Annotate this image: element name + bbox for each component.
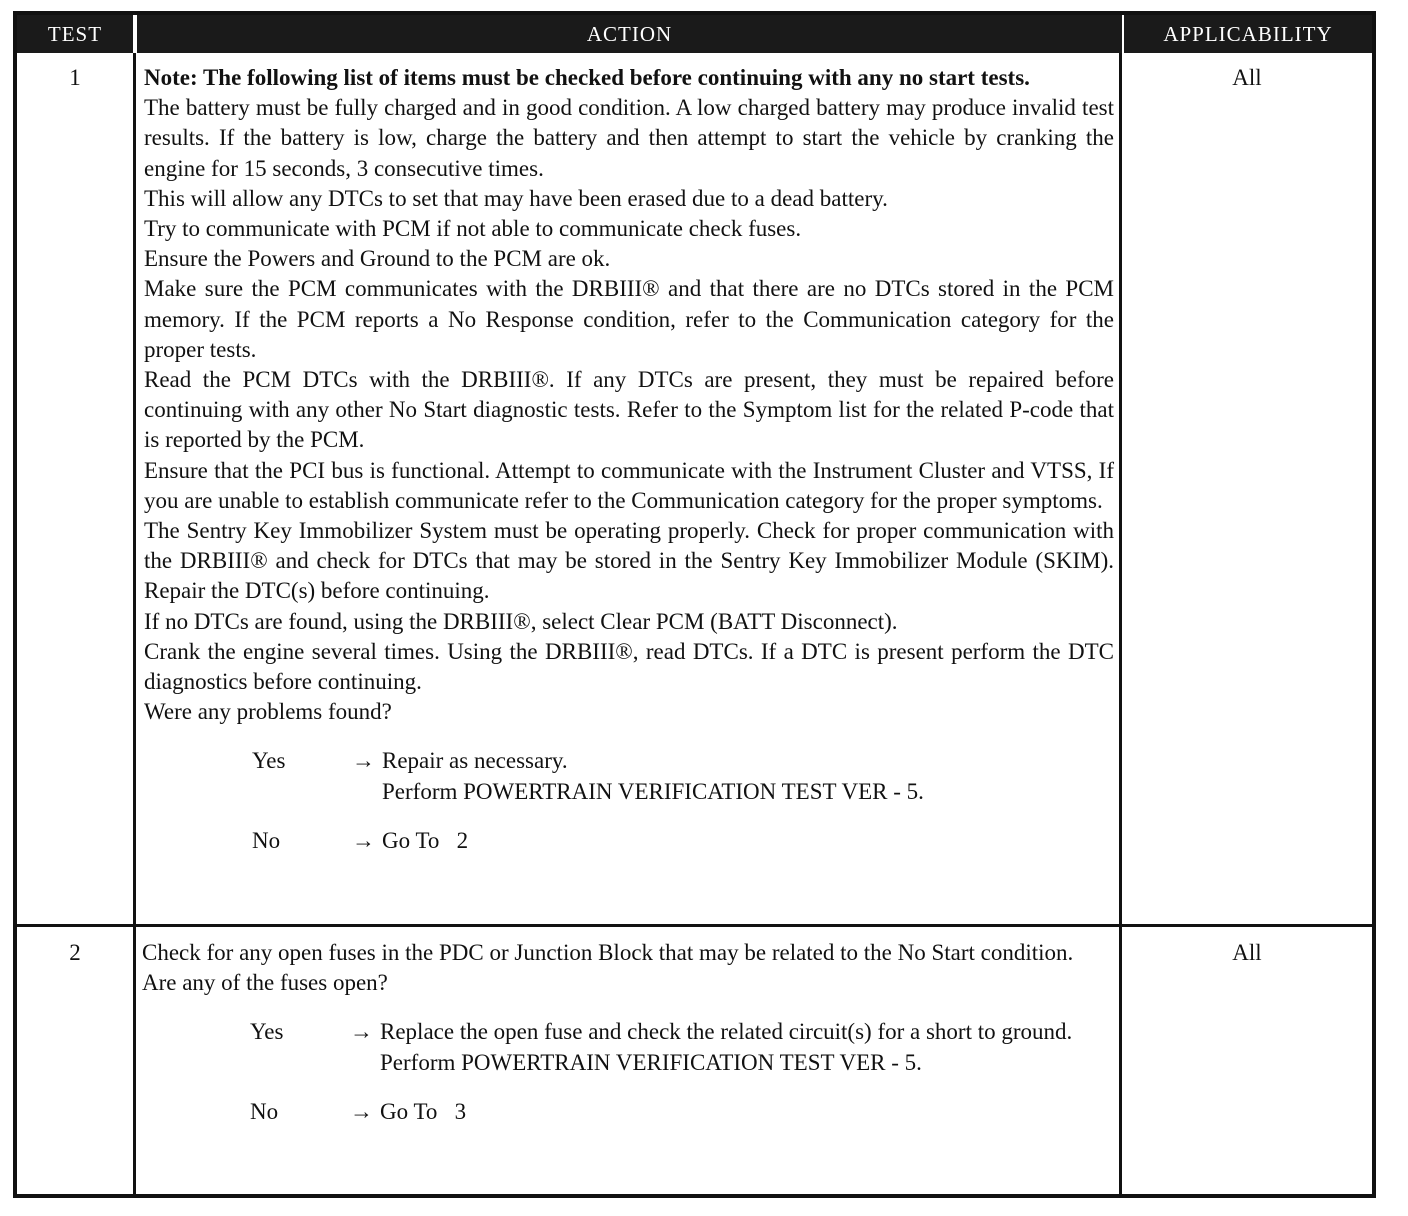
row-1-yes-response	[252, 746, 1114, 806]
yes-action-line: Repair as necessary.	[382, 748, 568, 774]
row-1-applicability: All	[1232, 65, 1262, 90]
column-divider	[133, 53, 136, 1194]
header-action: ACTION	[137, 15, 1122, 53]
row-1-paragraph: If no DTCs are found, using the DRBIII®, select Clear PCM (BATT Disconnect).	[144, 608, 898, 634]
row-2-action	[142, 938, 1114, 1127]
yes-action-line: Replace the open fuse and check the related circuit(s) for a short to ground.	[380, 1019, 1073, 1045]
row-1-paragraph: This will allow any DTCs to set that may have been erased due to a dead battery.	[144, 185, 888, 211]
row-1-paragraph: The Sentry Key Immobilizer System must be operating properly. Check for proper communication with the DRBIII® and check for DTCs that may be stored in the Sentry Key Immobilizer Module (SKIM). Repair the DTC(s) before continuing.	[144, 518, 1114, 604]
row-2-paragraph: Check for any open fuses in the PDC or Junction Block that may be related to the No Start condition.	[142, 940, 1074, 965]
arrow-icon: →	[350, 1098, 373, 1124]
row-1-note: Note: The following list of items must be checked before continuing with any no start tests.	[144, 65, 1030, 90]
row-2-question: Are any of the fuses open?	[142, 970, 388, 996]
row-2-test-number: 2	[69, 940, 81, 965]
arrow-icon: →	[350, 1019, 373, 1045]
yes-action-line: Perform POWERTRAIN VERIFICATION TEST VER - 5.	[380, 1049, 922, 1075]
row-1-paragraph: Ensure the Powers and Ground to the PCM are ok.	[144, 246, 611, 272]
row-1-paragraph: The battery must be fully charged and in good condition. A low charged battery may produce invalid test results. If the battery is low, charge the battery and then attempt to start the vehicle by cranking the engine for 15 seconds, 3 consecutive times.	[144, 95, 1114, 181]
no-action: Go To 3	[380, 1098, 467, 1124]
no-label: No	[252, 827, 281, 853]
yes-label: Yes	[250, 1019, 284, 1045]
diagnostic-table	[13, 11, 1376, 1198]
row-2-yes-response	[250, 1017, 1114, 1077]
column-divider	[1119, 53, 1122, 1194]
arrow-icon: →	[352, 827, 375, 853]
header-applicability: APPLICABILITY	[1124, 15, 1372, 53]
no-action: Go To 2	[382, 827, 469, 853]
yes-label: Yes	[252, 748, 286, 774]
row-1-paragraph: Make sure the PCM communicates with the DRBIII® and that there are no DTCs stored in the PCM memory. If the PCM reports a No Response condition, refer to the Communication category for the proper tests.	[144, 276, 1114, 362]
yes-action-line: Perform POWERTRAIN VERIFICATION TEST VER - 5.	[382, 778, 924, 804]
row-1-no-response	[252, 826, 1114, 856]
row-2-applicability: All	[1232, 940, 1262, 965]
header-test: TEST	[17, 15, 133, 53]
no-label: No	[250, 1098, 279, 1124]
row-1-paragraph: Ensure that the PCI bus is functional. Attempt to communicate with the Instrument Cluster and VTSS, If you are unable to establish communicate refer to the Communication category for the proper symptoms.	[144, 457, 1114, 513]
row-1-action	[144, 63, 1114, 856]
row-2-no-response	[250, 1097, 1114, 1127]
row-1-paragraph: Try to communicate with PCM if not able to communicate check fuses.	[144, 216, 802, 242]
row-1-question: Were any problems found?	[144, 699, 392, 725]
arrow-icon: →	[352, 748, 375, 774]
row-1-paragraph: Crank the engine several times. Using the DRBIII®, read DTCs. If a DTC is present perform the DTC diagnostics before continuing.	[144, 638, 1114, 695]
row-divider	[17, 924, 1372, 927]
row-1-test-number: 1	[69, 65, 81, 90]
row-1-paragraph: Read the PCM DTCs with the DRBIII®. If any DTCs are present, they must be repaired before continuing with any other No Start diagnostic tests. Refer to the Symptom list for the related P-code that is reported by the PCM.	[144, 367, 1114, 453]
